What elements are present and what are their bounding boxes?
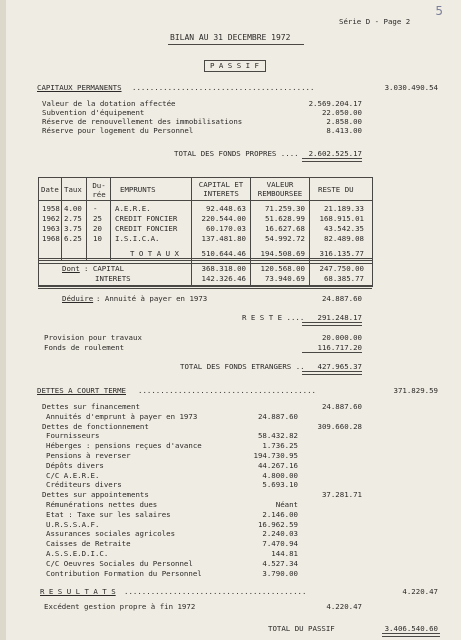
loan-capital: 60.170.03 xyxy=(205,224,246,233)
reste-underline xyxy=(302,322,362,326)
dettes-item-amount: 3.790.00 xyxy=(262,568,298,578)
dettes-item-label: C/C A.E.R.E. xyxy=(46,470,100,480)
totaux-label: T O T A U X xyxy=(130,249,179,258)
loan-duree: 25 xyxy=(93,214,102,223)
totaux-reste: 316.135.77 xyxy=(319,249,364,258)
loan-date: 1958 xyxy=(42,204,60,213)
dettes-item-label: Assurances sociales agricoles xyxy=(46,529,176,539)
dettes-item-label: Pensions à reverser xyxy=(46,451,131,460)
dettes-group-label: Dettes sur appointements xyxy=(42,490,149,500)
total-passif-amount: 3.406.540.60 xyxy=(384,624,438,633)
dont-interets-reste: 68.385.77 xyxy=(323,274,364,283)
dettes-item-amount: 1.736.25 xyxy=(262,441,298,451)
dettes-item-amount: 58.432.82 xyxy=(257,431,298,441)
loan-valeur: 54.992.72 xyxy=(264,234,305,243)
loan-duree: - xyxy=(93,204,98,213)
dont-interets-capital: 142.326.46 xyxy=(201,274,246,283)
fonds-propre-amount: 22.050.00 xyxy=(321,108,362,117)
dettes-item-label: Créditeurs divers xyxy=(46,480,122,490)
dettes-group-total: 24.887.60 xyxy=(321,402,362,411)
loan-reste: 43.542.35 xyxy=(323,224,364,233)
total-passif-label: TOTAL DU PASSIF xyxy=(268,624,335,633)
dettes-item-amount: 194.730.95 xyxy=(253,451,298,460)
table-header-rule xyxy=(38,200,372,201)
header-capital: CAPITAL ET INTERETS xyxy=(198,180,244,198)
page-spine xyxy=(0,0,6,640)
loan-emprunt: CREDIT FONCIER xyxy=(115,224,178,233)
total-fonds-propres-value: 2.602.525.17 xyxy=(308,149,362,158)
dont-interets-label: INTERETS xyxy=(95,274,131,283)
loan-taux: 3.75 xyxy=(64,224,82,233)
reste-label: R E S T E .... xyxy=(242,313,305,322)
leader-dots: ......................................... xyxy=(132,83,315,92)
col-sep xyxy=(110,177,111,261)
loan-capital: 92.448.63 xyxy=(205,204,246,213)
loan-emprunt: CREDIT FONCIER xyxy=(115,214,178,223)
dettes-item-label: Dépôts divers xyxy=(46,460,104,470)
dettes-group-label: Dettes sur financement xyxy=(42,402,140,411)
total-fonds-propres-label: TOTAL DES FONDS PROPRES .... xyxy=(174,149,299,158)
resultats-total: 4.220.47 xyxy=(402,587,438,596)
corner-page-mark: 5 xyxy=(435,4,443,18)
passif-label: P A S S I F xyxy=(210,61,259,70)
loan-date: 1963 xyxy=(42,224,60,233)
dettes-ct-heading: DETTES A COURT TERME xyxy=(37,386,126,395)
leader-dots: ......................................... xyxy=(124,587,307,596)
loan-valeur: 71.259.30 xyxy=(264,204,305,213)
deduire-amount: 24.887.60 xyxy=(321,294,362,303)
totaux-capital: 510.644.46 xyxy=(201,249,246,258)
loan-date: 1962 xyxy=(42,214,60,223)
dettes-ct-total: 371.829.59 xyxy=(393,386,438,395)
loan-capital: 220.544.00 xyxy=(201,214,246,223)
deduire-label: Déduire xyxy=(62,294,94,303)
dettes-item-amount: 4.800.00 xyxy=(262,470,298,480)
dettes-item-amount: 24.887.60 xyxy=(257,411,298,421)
header-duree: Du-rée xyxy=(92,181,106,199)
loan-taux: 6.25 xyxy=(64,234,82,243)
dont-capital-label: : CAPITAL xyxy=(84,264,125,273)
dont-label: Dont xyxy=(62,264,80,273)
dettes-item-label: Etat : Taxe sur les salaires xyxy=(46,509,171,519)
dettes-item-amount: 2.240.03 xyxy=(262,529,298,539)
loan-emprunt: A.E.R.E. xyxy=(115,204,151,213)
header-reste: RESTE DU xyxy=(318,185,354,194)
col-sep xyxy=(86,177,87,261)
dettes-item-amount: 2.146.00 xyxy=(262,509,298,519)
dettes-item-label: Fournisseurs xyxy=(46,431,100,441)
fonds-propre-label: Réserve de renouvellement des immobilisations xyxy=(42,117,243,126)
dettes-item-label: U.R.S.S.A.F. xyxy=(46,519,100,529)
document-title: BILAN AU 31 DECEMBRE 1972 xyxy=(170,33,291,42)
dettes-item-amount: 7.470.94 xyxy=(262,539,298,549)
loan-duree: 10 xyxy=(93,234,102,243)
dettes-item-label: A.S.S.E.D.I.C. xyxy=(46,549,109,558)
col-sep xyxy=(61,177,62,261)
loan-reste: 168.915.01 xyxy=(319,214,364,223)
dettes-item-amount: 5.693.10 xyxy=(262,480,298,490)
dettes-item-label: Caisses de Retraite xyxy=(46,539,131,549)
dettes-item-amount: 16.962.59 xyxy=(257,519,298,529)
resultats-item-amount: 4.220.47 xyxy=(326,602,362,611)
fonds-propre-label: Valeur de la dotation affectée xyxy=(42,99,176,108)
reste-amount: 291.248.17 xyxy=(317,313,362,322)
fonds-propre-label: Subvention d'équipement xyxy=(42,108,145,117)
dont-capital-valeur: 120.568.00 xyxy=(260,264,305,273)
loan-reste: 21.189.33 xyxy=(323,204,364,213)
total-fonds-etrangers-label: TOTAL DES FONDS ETRANGERS .. xyxy=(180,362,305,371)
title-underline xyxy=(168,44,304,45)
dettes-item-label: C/C Oeuvres Sociales du Personnel xyxy=(46,558,193,568)
dettes-group-total: 37.281.71 xyxy=(321,490,362,500)
dettes-item-label: Rémunérations nettes dues xyxy=(46,500,158,509)
totaux-rule xyxy=(38,258,372,259)
resultats-item-label: Excédent gestion propre à fin 1972 xyxy=(44,602,196,611)
loan-duree: 20 xyxy=(93,224,102,233)
fonds-propre-amount: 2.569.204.17 xyxy=(308,99,362,108)
dettes-item-amount: Néant xyxy=(275,500,298,509)
provision-amount: 20.000.00 xyxy=(321,333,362,342)
capitaux-heading: CAPITAUX PERMANENTS xyxy=(37,83,122,92)
dettes-group-total: 309.660.28 xyxy=(317,421,362,431)
capitaux-total: 3.030.490.54 xyxy=(384,83,438,92)
loan-taux: 2.75 xyxy=(64,214,82,223)
dont-capital-capital: 368.318.00 xyxy=(201,264,246,273)
header-date: Date xyxy=(41,185,59,194)
dettes-item-label: Annuités d'emprunt à payer en 1973 xyxy=(46,411,198,421)
loan-date: 1968 xyxy=(42,234,60,243)
loan-valeur: 16.627.68 xyxy=(264,224,305,233)
provision-amount: 116.717.20 xyxy=(317,343,362,352)
total-passif-underline xyxy=(382,633,440,637)
dettes-item-label: Contribution Formation du Personnel xyxy=(46,568,202,578)
total-fonds-etrangers-amount: 427.965.37 xyxy=(317,362,362,371)
loan-emprunt: I.S.I.C.A. xyxy=(115,234,160,243)
deduire-text: : Annuité à payer en 1973 xyxy=(96,294,208,303)
provisions-rule xyxy=(302,352,362,353)
dettes-item-amount: 44.267.16 xyxy=(257,460,298,470)
fonds-propre-amount: 8.413.00 xyxy=(326,126,362,135)
total-underline xyxy=(302,158,362,162)
dettes-item-amount: 4.527.34 xyxy=(262,558,298,568)
resultats-heading: R E S U L T A T S xyxy=(40,587,116,596)
dettes-item-amount: 144.81 xyxy=(271,549,298,558)
header-emprunts: EMPRUNTS xyxy=(120,185,156,194)
loan-capital: 137.481.80 xyxy=(201,234,246,243)
loan-reste: 82.489.08 xyxy=(323,234,364,243)
header-taux: Taux xyxy=(64,185,82,194)
fonds-etrangers-underline xyxy=(302,371,362,375)
leader-dots: ........................................ xyxy=(138,386,316,395)
fonds-propre-amount: 2.858.00 xyxy=(326,117,362,126)
fonds-propre-label: Réserve pour logement du Personnel xyxy=(42,126,194,135)
loan-valeur: 51.628.99 xyxy=(264,214,305,223)
dettes-item-label: Héberges : pensions reçues d'avance xyxy=(46,441,202,451)
provision-label: Provision pour travaux xyxy=(44,333,142,342)
series-page-label: Série D - Page 2 xyxy=(339,17,411,26)
header-valeur: VALEUR REMBOURSEE xyxy=(257,180,303,198)
table-bottom-double-rule xyxy=(38,285,372,289)
provision-label: Fonds de roulement xyxy=(44,343,125,352)
loan-taux: 4.00 xyxy=(64,204,82,213)
dont-interets-valeur: 73.940.69 xyxy=(264,274,305,283)
totaux-valeur: 194.508.69 xyxy=(260,249,305,258)
dont-capital-reste: 247.750.00 xyxy=(319,264,364,273)
dettes-group-label: Dettes de fonctionnement xyxy=(42,421,149,431)
